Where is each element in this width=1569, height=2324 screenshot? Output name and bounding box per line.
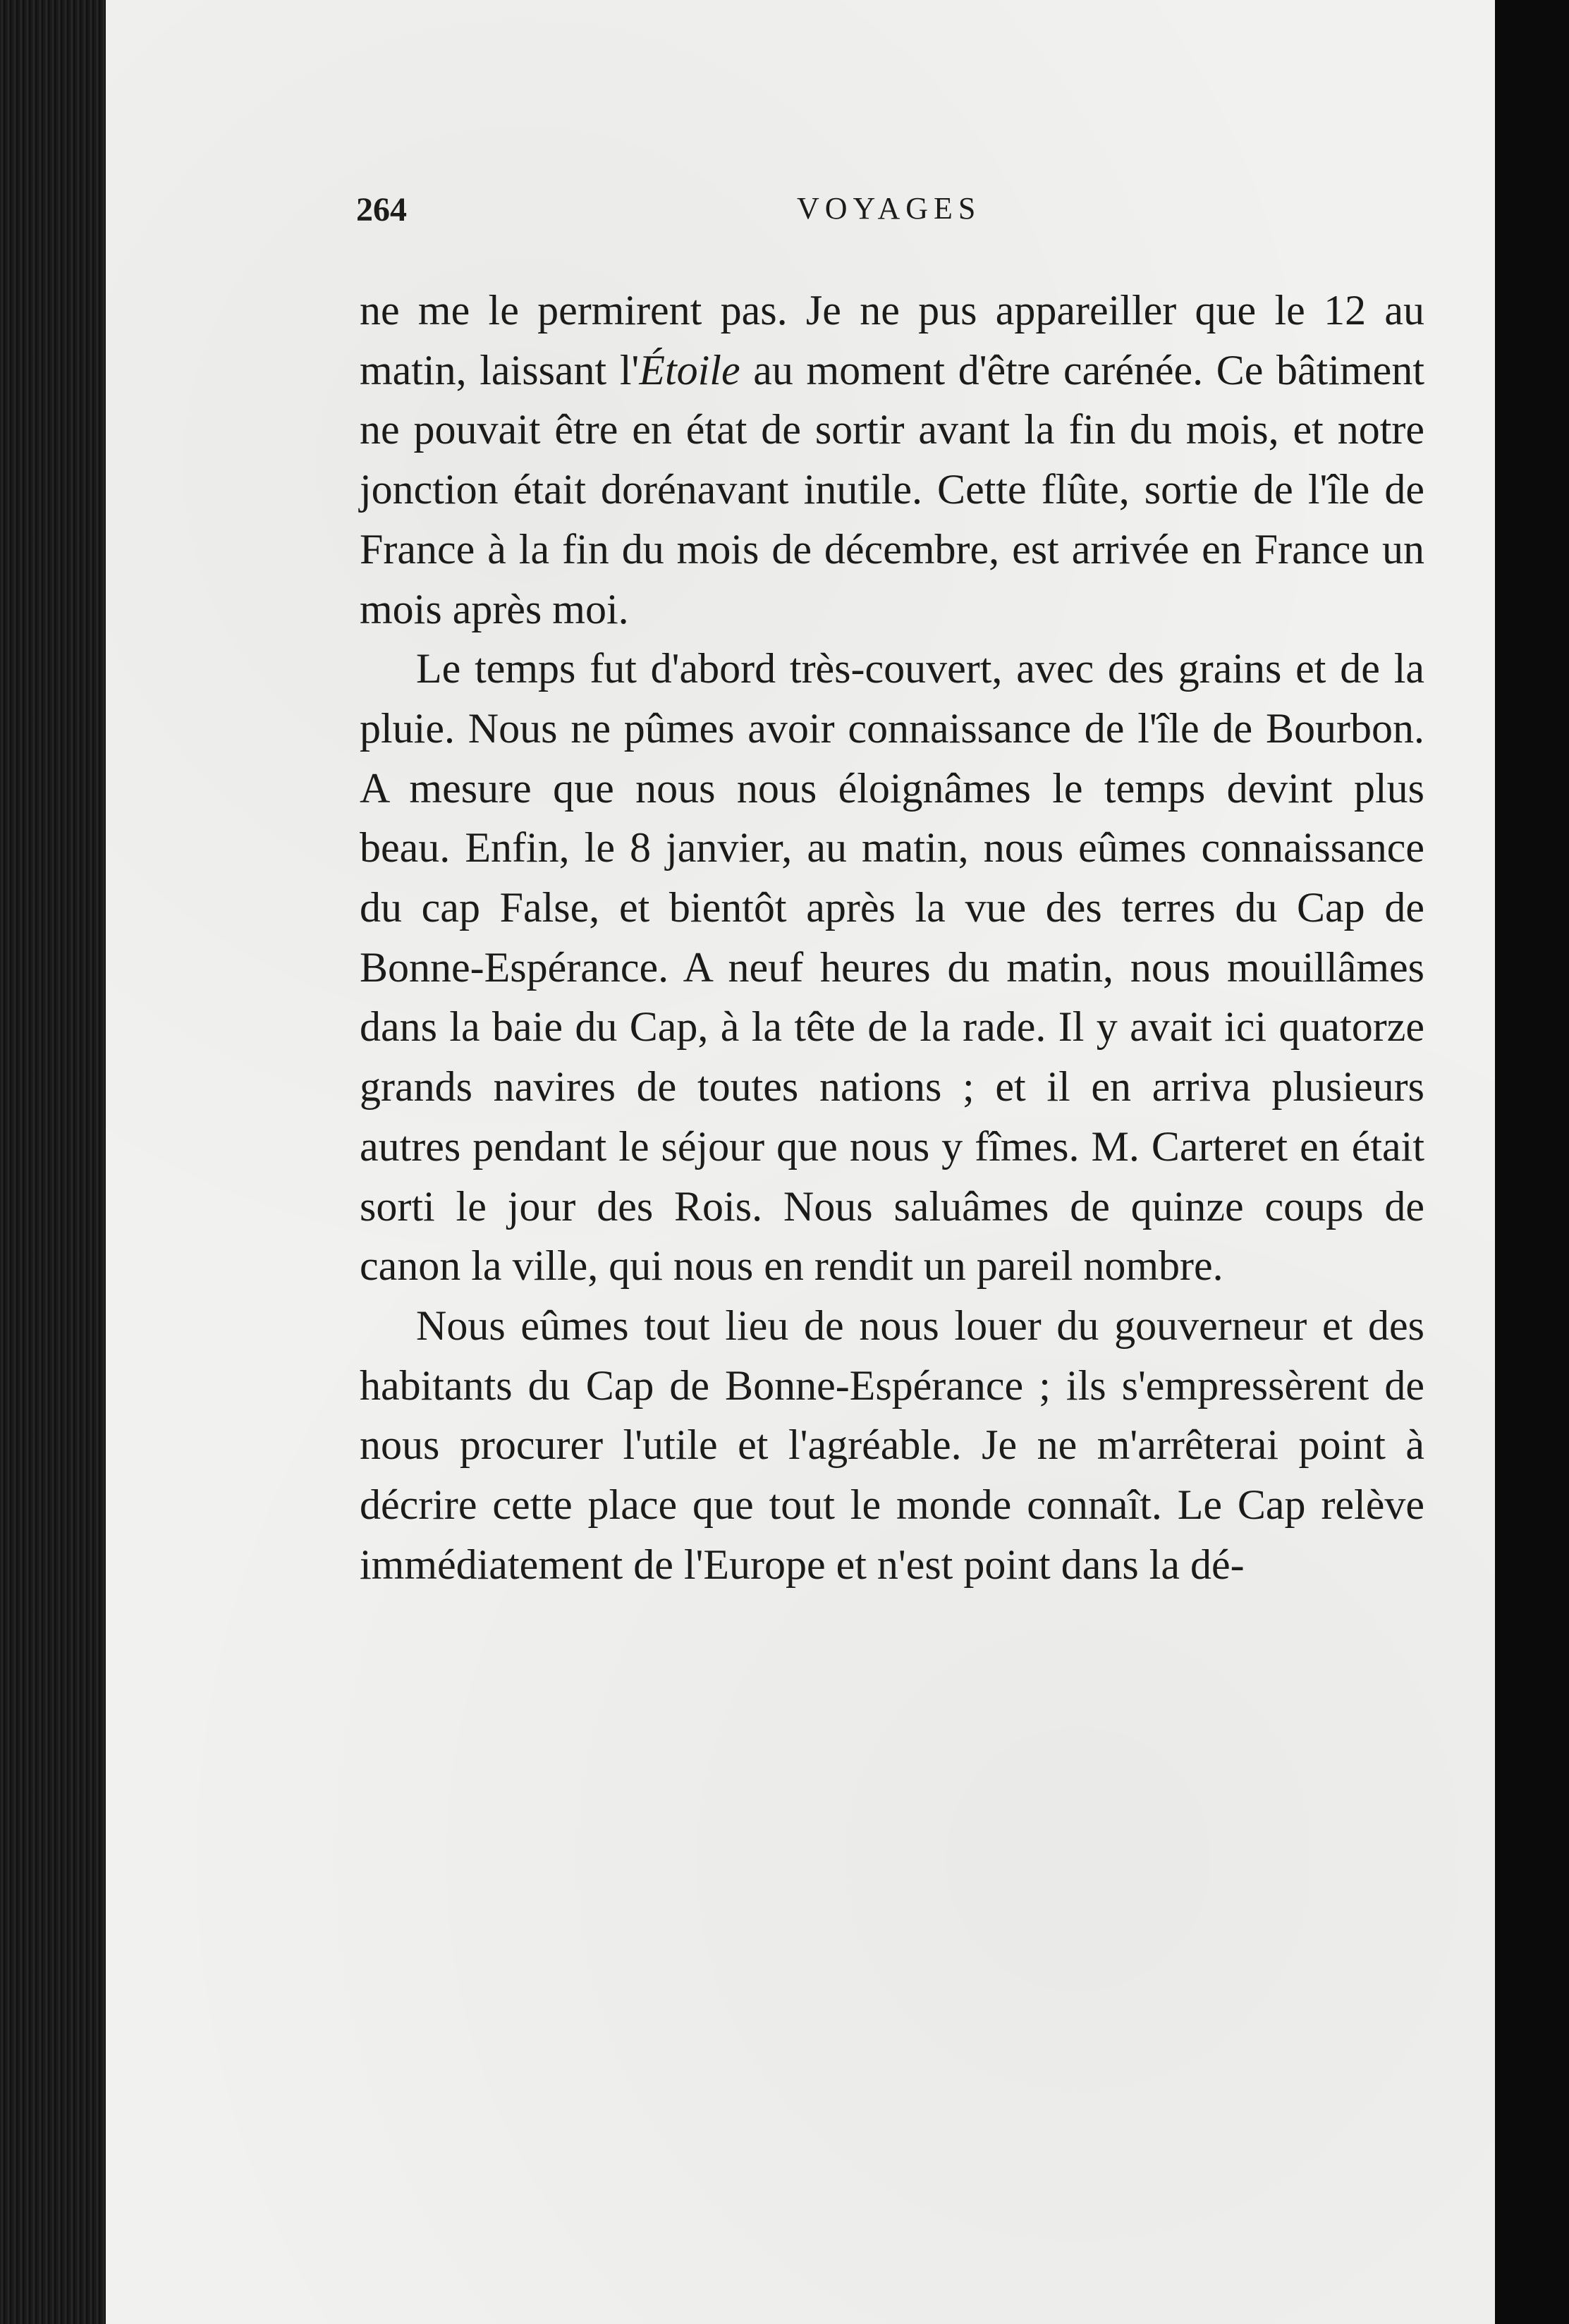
running-title: VOYAGES [797,191,982,226]
paragraph-1-text-end: au moment d'être carénée. Ce bâtiment ne pouvait être en état de sortir avant la fin du mois, et notre jonction était dorénavant inutile. Cette flûte, sortie de l'île de France à la fin du mois de décembre, est arrivée en France un mois après moi. [360,346,1424,632]
scan-border-right [1495,0,1569,2324]
paragraph-1-text-start: ne me le permirent pas. Je ne pus appareiller que le 12 au matin, laissant l' [360,287,1424,393]
paragraph-1 [360,281,1424,639]
page-header [356,190,1421,240]
body-text [360,281,1424,1594]
book-spine-edge [0,0,106,2324]
paragraph-3: Nous eûmes tout lieu de nous louer du gouverneur et des habitants du Cap de Bonne-Espérance ; ils s'empressèrent de nous procurer l'utile et l'agréable. Je ne m'arrêterai point à décrire cette place que tout le monde connaît. Le Cap relève immédiatement de l'Europe et n'est point dans la dé- [360,1302,1424,1588]
page-number: 264 [356,191,407,228]
ship-name-italic: Étoile [639,346,740,393]
paragraph-2: Le temps fut d'abord très-couvert, avec des grains et de la pluie. Nous ne pûmes avoir connaissance de l'île de Bourbon. A mesure que nous nous éloignâmes le temps devint plus beau. Enfin, le 8 janvier, au matin, nous eûmes connaissance du cap False, et bientôt après la vue des terres du Cap de Bonne-Espérance. A neuf heures du matin, nous mouillâmes dans la baie du Cap, à la tête de la rade. Il y avait ici quatorze grands navires de toutes nations ; et il en arriva plusieurs autres pendant le séjour que nous y fîmes. M. Carteret en était sorti le jour des Rois. Nous saluâmes de quinze coups de canon la ville, qui nous en rendit un pareil nombre. [360,645,1424,1290]
